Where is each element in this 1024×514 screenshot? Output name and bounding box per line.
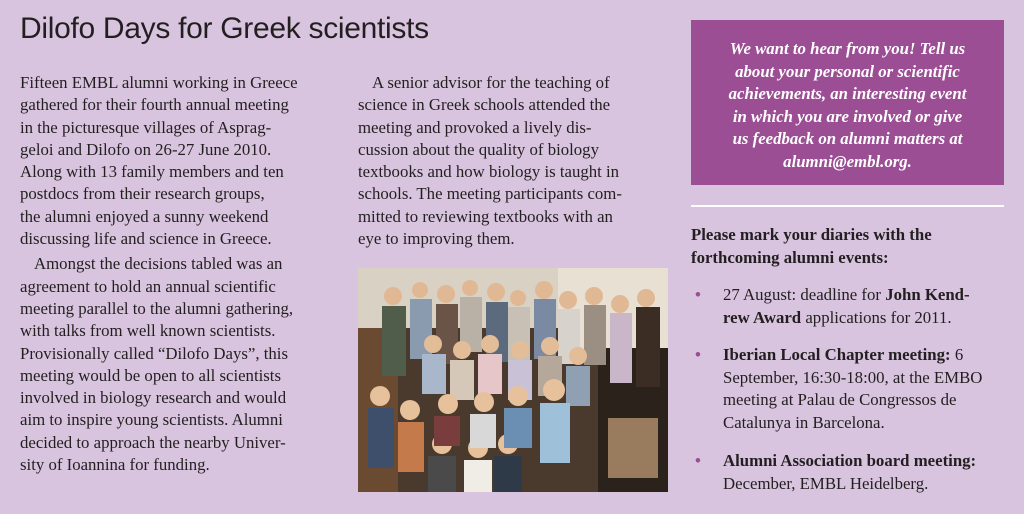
text-line: gathered for their fourth annual meeting bbox=[20, 95, 289, 115]
events-heading bbox=[691, 224, 1006, 269]
event-bold-text: rew Award bbox=[723, 307, 802, 327]
events-heading-line: Please mark your diaries with the bbox=[691, 225, 932, 244]
paragraph-3 bbox=[358, 72, 668, 250]
event-item-award-deadline bbox=[691, 284, 970, 329]
group-photo-illustration bbox=[358, 268, 668, 492]
text-line: Along with 13 family members and ten bbox=[20, 162, 284, 182]
text-line: discussing life and science in Greece. bbox=[20, 229, 272, 249]
text-line: science in Greek schools attended the bbox=[358, 95, 611, 115]
text-line: aim to inspire young scientists. Alumni bbox=[20, 410, 283, 430]
text-line: meeting would be open to all scientists bbox=[20, 365, 281, 385]
bullet-icon: • bbox=[695, 285, 701, 304]
group-photo bbox=[358, 268, 668, 492]
event-text: 27 August: deadline for bbox=[723, 285, 886, 304]
divider bbox=[691, 205, 1004, 207]
text-line: A senior advisor for the teaching of bbox=[372, 73, 610, 92]
paragraph-2 bbox=[20, 253, 338, 476]
text-line: meeting and provoked a lively dis- bbox=[358, 117, 592, 137]
event-bold-text: John Kend- bbox=[885, 285, 970, 304]
event-line bbox=[723, 284, 970, 307]
text-line: textbooks and how biology is taught in bbox=[358, 162, 620, 182]
event-text: 6 bbox=[950, 345, 964, 364]
text-line: involved in biology research and would bbox=[20, 388, 287, 408]
event-text: applications for 2011. bbox=[801, 307, 952, 327]
text-line: Amongst the decisions tabled was an bbox=[34, 254, 283, 274]
callout-line: us feedback on alumni matters at bbox=[732, 129, 963, 148]
event-bold-text: Alumni Association board meeting: bbox=[723, 451, 977, 470]
callout-email: alumni@embl.org. bbox=[783, 151, 912, 171]
article-column-1 bbox=[20, 72, 338, 476]
text-line: in the picturesque villages of Asprag- bbox=[20, 117, 272, 137]
event-bold-text: Iberian Local Chapter meeting: bbox=[723, 345, 951, 364]
callout-line: in which you are involved or give bbox=[732, 106, 963, 126]
event-line bbox=[723, 450, 976, 473]
text-line: Fifteen EMBL alumni working in Greece bbox=[20, 73, 298, 92]
callout-line: achievements, an interesting event bbox=[728, 84, 967, 103]
text-line: Provisionally called “Dilofo Days”, this bbox=[20, 343, 288, 363]
article-column-2 bbox=[358, 72, 668, 250]
event-line: December, EMBL Heidelberg. bbox=[723, 473, 929, 493]
event-line: Catalunya in Barcelona. bbox=[723, 412, 885, 432]
event-line: meeting at Palau de Congressos de bbox=[723, 390, 957, 409]
text-line: the alumni enjoyed a sunny weekend bbox=[20, 206, 269, 226]
text-line: decided to approach the nearby Univer- bbox=[20, 432, 286, 452]
text-line: eye to improving them. bbox=[358, 229, 515, 249]
text-line: sity of Ioannina for funding. bbox=[20, 455, 210, 475]
callout-line: We want to hear from you! Tell us bbox=[729, 39, 966, 58]
bullet-icon: • bbox=[695, 345, 701, 364]
text-line: meeting parallel to the alumni gathering, bbox=[20, 298, 294, 318]
event-line bbox=[723, 344, 982, 367]
article-title: Dilofo Days for Greek scientists bbox=[20, 12, 429, 45]
text-line: schools. The meeting participants com- bbox=[358, 184, 622, 204]
event-line: September, 16:30-18:00, at the EMBO bbox=[723, 367, 983, 387]
event-line bbox=[723, 307, 970, 330]
bullet-icon: • bbox=[695, 451, 701, 470]
events-heading-line: forthcoming alumni events: bbox=[691, 247, 889, 267]
contact-callout bbox=[691, 20, 1004, 185]
text-line: postdocs from their research groups, bbox=[20, 184, 265, 204]
text-line: mitted to reviewing textbooks with an bbox=[358, 206, 613, 226]
text-line: agreement to hold an annual scientific bbox=[20, 276, 276, 296]
event-item-board-meeting bbox=[691, 450, 976, 495]
text-line: with talks from well known scientists. bbox=[20, 321, 276, 341]
event-item-iberian-chapter bbox=[691, 344, 982, 434]
text-line: cussion about the quality of biology bbox=[358, 139, 599, 159]
text-line: geloi and Dilofo on 26-27 June 2010. bbox=[20, 139, 272, 159]
callout-line: about your personal or scientific bbox=[735, 61, 960, 81]
paragraph-1 bbox=[20, 72, 338, 250]
